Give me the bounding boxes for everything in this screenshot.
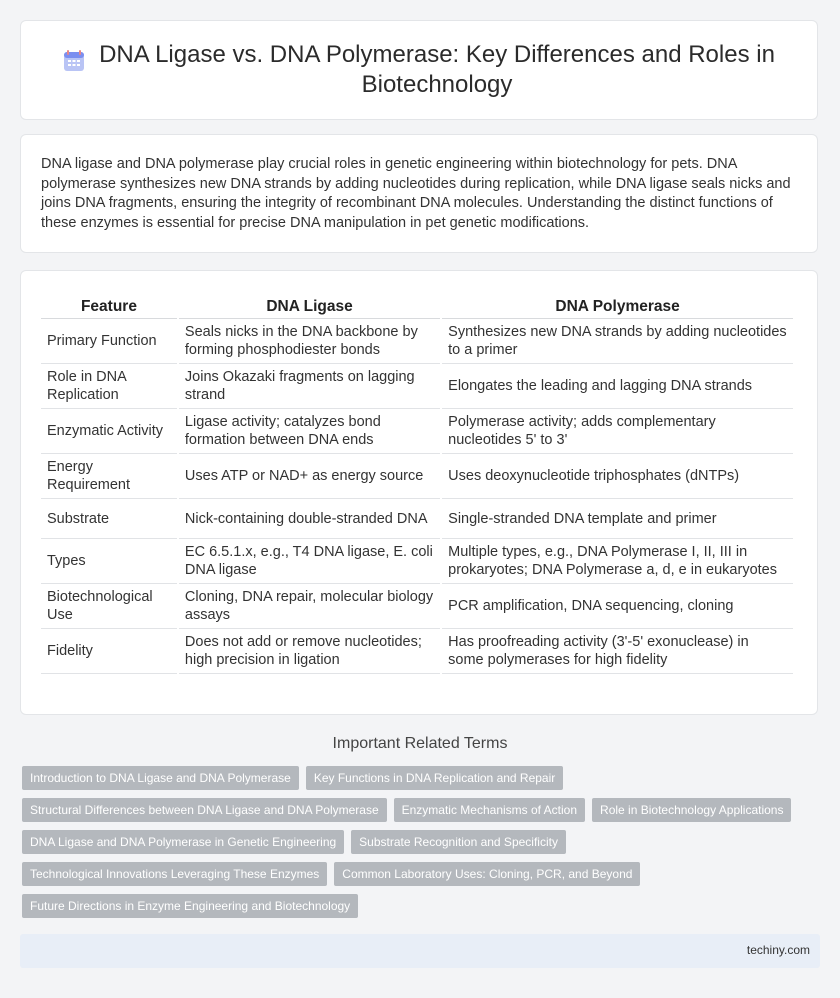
related-term-tag[interactable]: Substrate Recognition and Specificity bbox=[351, 830, 566, 854]
related-term-tag[interactable]: DNA Ligase and DNA Polymerase in Genetic Engineering bbox=[22, 830, 344, 854]
related-term-tag[interactable]: Role in Biotechnology Applications bbox=[592, 798, 791, 822]
header-feature: Feature bbox=[41, 297, 177, 319]
polymerase-cell: Multiple types, e.g., DNA Polymerase I, II, III in prokaryotes; DNA Polymerase a, d, e in eukaryotes bbox=[442, 539, 793, 584]
page-title: DNA Ligase vs. DNA Polymerase: Key Differences and Roles in Biotechnology bbox=[99, 41, 775, 98]
ligase-cell: Joins Okazaki fragments on lagging strand bbox=[179, 364, 440, 409]
polymerase-cell: Has proofreading activity (3'-5' exonuclease) in some polymerases for high fidelity bbox=[442, 629, 793, 674]
feature-cell: Primary Function bbox=[41, 319, 177, 364]
table-row bbox=[41, 319, 793, 364]
tag-row bbox=[22, 830, 822, 854]
footer bbox=[20, 934, 820, 968]
polymerase-cell: Elongates the leading and lagging DNA strands bbox=[442, 364, 793, 409]
related-term-tag[interactable]: Structural Differences between DNA Ligase and DNA Polymerase bbox=[22, 798, 387, 822]
header-dna-polymerase: DNA Polymerase bbox=[442, 297, 793, 319]
ligase-cell: Cloning, DNA repair, molecular biology assays bbox=[179, 584, 440, 629]
table-row bbox=[41, 584, 793, 629]
tag-row bbox=[22, 798, 822, 822]
feature-cell: Role in DNA Replication bbox=[41, 364, 177, 409]
feature-cell: Biotechnological Use bbox=[41, 584, 177, 629]
polymerase-cell: Polymerase activity; adds complementary nucleotides 5' to 3' bbox=[442, 409, 793, 454]
polymerase-cell: Synthesizes new DNA strands by adding nucleotides to a primer bbox=[442, 319, 793, 364]
feature-cell: Substrate bbox=[41, 499, 177, 539]
table-row bbox=[41, 364, 793, 409]
document-icon bbox=[61, 48, 87, 74]
related-term-tag[interactable]: Key Functions in DNA Replication and Repair bbox=[306, 766, 563, 790]
comparison-card bbox=[20, 270, 818, 715]
ligase-cell: Does not add or remove nucleotides; high precision in ligation bbox=[179, 629, 440, 674]
site-name[interactable]: techiny.com bbox=[746, 943, 810, 957]
tag-row bbox=[22, 862, 822, 886]
intro-card bbox=[20, 134, 818, 253]
feature-cell: Enzymatic Activity bbox=[41, 409, 177, 454]
related-term-tag[interactable]: Enzymatic Mechanisms of Action bbox=[394, 798, 585, 822]
table-row bbox=[41, 539, 793, 584]
related-term-tag[interactable]: Common Laboratory Uses: Cloning, PCR, and Beyond bbox=[334, 862, 640, 886]
table-row bbox=[41, 499, 793, 539]
ligase-cell: Seals nicks in the DNA backbone by forming phosphodiester bonds bbox=[179, 319, 440, 364]
comparison-table bbox=[39, 297, 795, 674]
related-terms-title: Important Related Terms bbox=[332, 735, 508, 752]
polymerase-cell: Single-stranded DNA template and primer bbox=[442, 499, 793, 539]
feature-cell: Fidelity bbox=[41, 629, 177, 674]
feature-cell: Types bbox=[41, 539, 177, 584]
ligase-cell: Ligase activity; catalyzes bond formation between DNA ends bbox=[179, 409, 440, 454]
header-dna-ligase: DNA Ligase bbox=[179, 297, 440, 319]
table-row bbox=[41, 409, 793, 454]
feature-cell: Energy Requirement bbox=[41, 454, 177, 499]
table-row bbox=[41, 454, 793, 499]
header-card bbox=[20, 20, 818, 120]
ligase-cell: Uses ATP or NAD+ as energy source bbox=[179, 454, 440, 499]
ligase-cell: Nick-containing double-stranded DNA bbox=[179, 499, 440, 539]
related-terms-tags bbox=[22, 766, 822, 926]
tag-row bbox=[22, 894, 822, 918]
table-row bbox=[41, 629, 793, 674]
polymerase-cell: PCR amplification, DNA sequencing, cloning bbox=[442, 584, 793, 629]
related-term-tag[interactable]: Technological Innovations Leveraging These Enzymes bbox=[22, 862, 327, 886]
polymerase-cell: Uses deoxynucleotide triphosphates (dNTPs) bbox=[442, 454, 793, 499]
related-term-tag[interactable]: Future Directions in Enzyme Engineering and Biotechnology bbox=[22, 894, 358, 918]
ligase-cell: EC 6.5.1.x, e.g., T4 DNA ligase, E. coli DNA ligase bbox=[179, 539, 440, 584]
intro-text: DNA ligase and DNA polymerase play crucial roles in genetic engineering within biotechnology for pets. DNA polymerase synthesizes new DNA strands by adding nucleotides during replication, while DNA ligase seals nicks and joins DNA fragments, ensuring the integrity of recombinant DNA molecules. Understanding the distinct functions of these enzymes is essential for precise DNA manipulation in pet genetic modifications. bbox=[41, 156, 791, 231]
related-term-tag[interactable]: Introduction to DNA Ligase and DNA Polymerase bbox=[22, 766, 299, 790]
table-header-row bbox=[41, 297, 793, 319]
tag-row bbox=[22, 766, 822, 790]
